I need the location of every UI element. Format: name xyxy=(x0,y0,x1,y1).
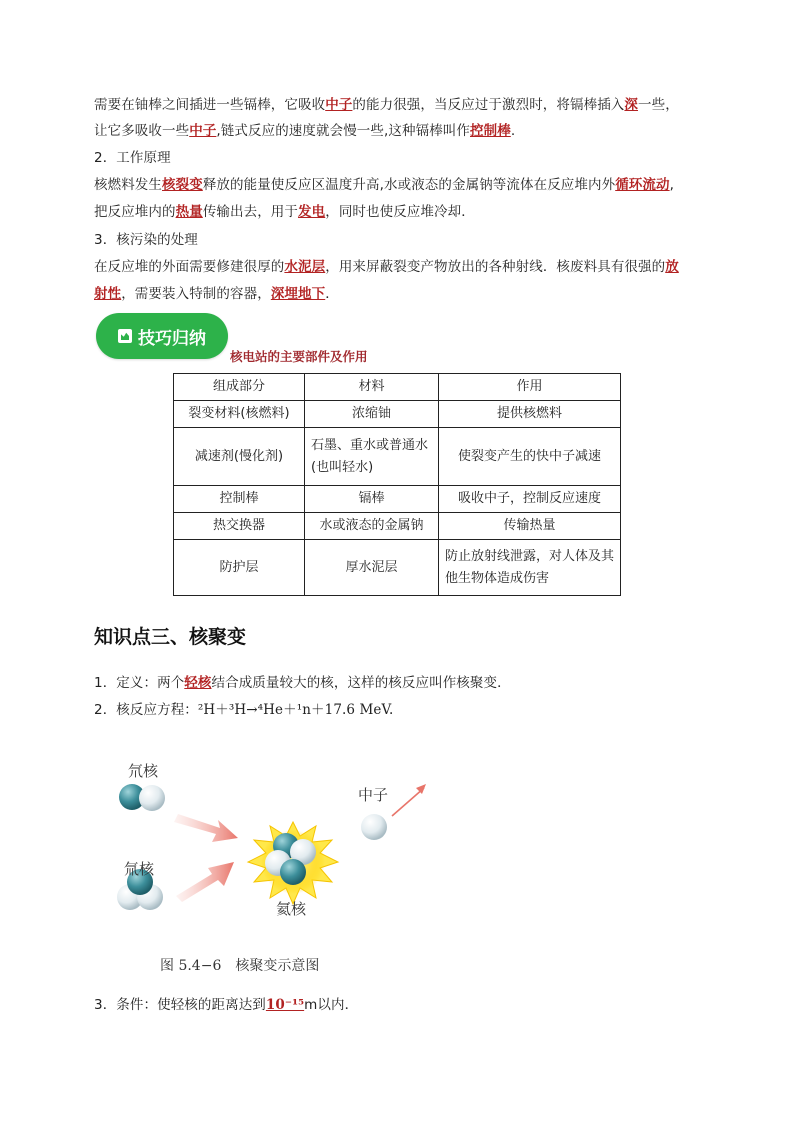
text: ，同时也使反应堆冷却． xyxy=(325,204,475,220)
text: 核燃料发生 xyxy=(94,177,162,193)
table-cell: 控制棒 xyxy=(174,486,305,513)
text: ，用来屏蔽裂变产物放出的各种射线．核废料具有很强的 xyxy=(325,259,666,275)
text: 让它多吸收一些 xyxy=(94,123,190,139)
arrow-icon xyxy=(174,814,238,842)
table-cell: 防护层 xyxy=(174,540,305,596)
table-caption: 核电站的主要部件及作用 xyxy=(230,349,368,364)
paragraph-pollution-1 xyxy=(94,258,679,276)
highlight-heat: 热量 xyxy=(175,204,203,220)
table-cell: 裂变材料(核燃料) xyxy=(174,401,305,428)
text: 传输出去，用于 xyxy=(202,204,299,220)
label-helium: 氦核 xyxy=(276,900,307,918)
highlight-neutron: 中子 xyxy=(325,97,353,113)
table-cell: 吸收中子，控制反应速度 xyxy=(439,486,621,513)
table-cell: 减速剂(慢化剂) xyxy=(174,428,305,486)
deuterium-nucleus xyxy=(119,784,165,811)
chart-icon xyxy=(118,329,132,343)
highlight-fission: 核裂变 xyxy=(162,177,203,193)
table-cell: 提供核燃料 xyxy=(439,401,621,428)
table-cell: 厚水泥层 xyxy=(305,540,439,596)
table-cell: 石墨、重水或普通水(也叫轻水) xyxy=(305,428,439,486)
table-cell: 热交换器 xyxy=(174,513,305,540)
label-neutron: 中子 xyxy=(358,786,389,804)
highlight-power: 发电 xyxy=(298,204,326,220)
highlight-distance: 10⁻¹⁵ xyxy=(265,997,305,1013)
text: 的能力很强，当反应过于激烈时，将镉棒插入 xyxy=(352,97,625,113)
text: , xyxy=(669,177,675,193)
table-cell: 防止放射线泄露，对人体及其他生物体造成伤害 xyxy=(439,540,621,596)
label-deuterium: 氘核 xyxy=(128,762,159,780)
highlight-control-rod: 控制棒 xyxy=(470,123,511,139)
heading-pollution: 3．核污染的处理 xyxy=(94,232,198,248)
paragraph-pollution-2 xyxy=(94,285,339,303)
highlight-deep: 深 xyxy=(624,97,639,113)
text: ． xyxy=(325,286,339,302)
text: 2．核反应方程： xyxy=(94,702,198,718)
text: 把反应堆内的 xyxy=(94,204,176,220)
table-cell: 浓缩铀 xyxy=(305,401,439,428)
highlight-cement: 水泥层 xyxy=(284,259,326,275)
fusion-definition xyxy=(94,674,511,692)
fusion-equation xyxy=(94,701,393,719)
table-cell: 镉棒 xyxy=(305,486,439,513)
paragraph-control-rod-2 xyxy=(94,122,515,140)
fusion-diagram xyxy=(90,750,450,980)
figure-caption: 图 5.4−6 核聚变示意图 xyxy=(160,958,320,974)
table-cell: 使裂变产生的快中子减速 xyxy=(439,428,621,486)
arrow-icon xyxy=(176,862,234,902)
arrow-icon xyxy=(392,784,426,816)
highlight-radio: 放 xyxy=(665,259,679,275)
highlight-bury: 深埋地下 xyxy=(270,286,326,302)
label-tritium: 氚核 xyxy=(124,860,155,878)
table-header-cell: 材料 xyxy=(305,374,439,401)
components-table xyxy=(173,373,621,596)
highlight-neutron: 中子 xyxy=(189,123,217,139)
text: 一些， xyxy=(638,97,679,113)
heading-working-principle: 2．工作原理 xyxy=(94,150,171,166)
tip-badge xyxy=(96,313,228,359)
table-row xyxy=(174,513,621,540)
table-row xyxy=(174,540,621,596)
paragraph-control-rod-1 xyxy=(94,96,679,114)
equation: ²H＋³H→⁴He＋¹n＋17.6 MeV. xyxy=(197,702,394,718)
section-title: 知识点三、核聚变 xyxy=(94,626,247,648)
table-row xyxy=(174,486,621,513)
tip-badge-label: 技巧归纳 xyxy=(138,328,206,349)
text: m以内． xyxy=(304,997,359,1013)
text: 3．条件：使轻核的距离达到 xyxy=(94,997,266,1013)
text: 在反应堆的外面需要修建很厚的 xyxy=(94,259,285,275)
highlight-radioactive: 射性 xyxy=(94,286,122,302)
highlight-circulation: 循环流动 xyxy=(615,177,670,193)
table-header-cell: 作用 xyxy=(439,374,621,401)
table-row xyxy=(174,401,621,428)
table-cell: 传输热量 xyxy=(439,513,621,540)
fusion-condition xyxy=(94,996,358,1014)
text: 释放的能量使反应区温度升高,水或液态的金属钠等流体在反应堆内外 xyxy=(202,177,616,193)
table-header-cell: 组成部分 xyxy=(174,374,305,401)
paragraph-principle-1 xyxy=(94,176,674,194)
table-row xyxy=(174,428,621,486)
text: ,链式反应的速度就会慢一些,这种镉棒叫作 xyxy=(216,123,470,139)
text: ，需要装入特制的容器， xyxy=(121,286,271,302)
highlight-light-nucleus: 轻核 xyxy=(184,675,212,691)
neutron-particle xyxy=(361,814,387,840)
table-cell: 水或液态的金属钠 xyxy=(305,513,439,540)
text: 1．定义：两个 xyxy=(94,675,185,691)
table-header-row xyxy=(174,374,621,401)
text: 需要在铀棒之间插进一些镉棒，它吸收 xyxy=(94,97,326,113)
text: 结合成质量较大的核，这样的核反应叫作核聚变． xyxy=(211,675,511,691)
paragraph-principle-2 xyxy=(94,203,475,221)
text: . xyxy=(510,123,516,139)
